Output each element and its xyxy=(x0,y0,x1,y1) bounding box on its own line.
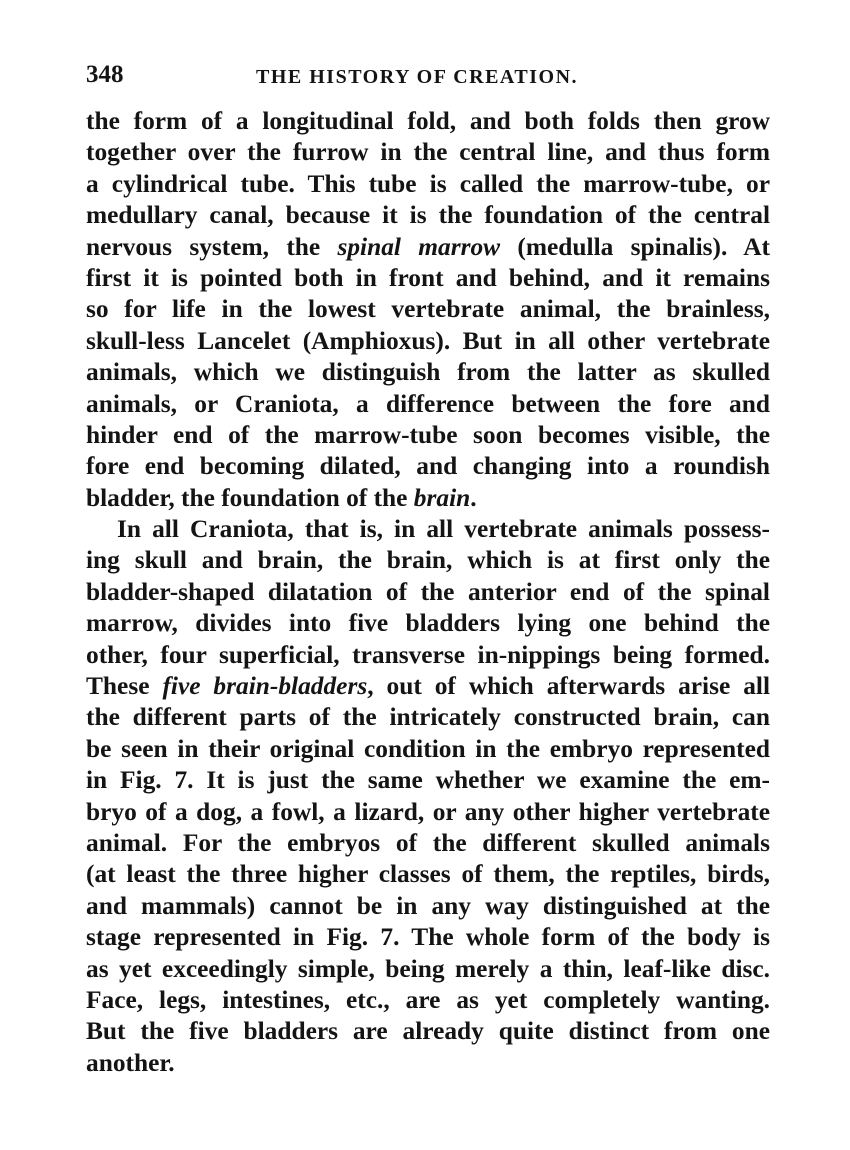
text-line xyxy=(86,483,770,514)
text-line xyxy=(86,891,770,922)
text-line xyxy=(86,1048,770,1079)
text-line xyxy=(86,106,770,137)
text-line xyxy=(86,451,770,482)
text-run: animal. For the embryos of the different skulled animals xyxy=(86,828,770,857)
text-run: the form of a longitudinal fold, and both folds then grow xyxy=(86,107,770,135)
text-line xyxy=(86,954,770,985)
text-run: skull-less Lancelet (Amphioxus). But in all other vertebrate xyxy=(86,326,770,355)
text-run: another. xyxy=(86,1048,175,1077)
text-line xyxy=(86,640,770,671)
text-run: bladder, the foundation of the xyxy=(86,483,414,512)
text-run: (medulla spinalis). At xyxy=(500,232,770,261)
text-run: be seen in their original condition in the embryo represented xyxy=(86,734,770,763)
text-run: animals, or Craniota, a difference between the fore and xyxy=(86,389,770,418)
text-line xyxy=(86,985,770,1016)
text-run: the different parts of the intricately constructed brain, can xyxy=(86,703,770,732)
text-line xyxy=(86,797,770,828)
text-run: other, four superficial, transverse in-nippings being formed. xyxy=(86,640,770,669)
text-line xyxy=(86,577,770,608)
text-run: animals, which we distinguish from the latter as skulled xyxy=(86,358,770,387)
text-line xyxy=(86,514,770,545)
text-line xyxy=(86,734,770,765)
text-run: stage represented in Fig. 7. The whole form of the body is xyxy=(86,923,770,952)
text-line xyxy=(86,765,770,796)
italic-run: spinal marrow xyxy=(337,232,501,261)
text-line xyxy=(86,671,770,702)
text-line xyxy=(86,232,770,263)
text-run: nervous system, the xyxy=(86,232,338,261)
body-text xyxy=(86,106,770,1079)
text-line xyxy=(86,294,770,325)
text-line xyxy=(86,608,770,639)
text-run: (at least the three higher classes of them, the reptiles, birds, xyxy=(86,860,770,889)
paragraph xyxy=(86,514,770,1079)
text-run: In all Craniota, that is, in all vertebrate animals possess- xyxy=(117,515,770,544)
text-line xyxy=(86,702,770,733)
text-run: medullary canal, because it is the foundation of the central xyxy=(86,201,770,230)
paragraph xyxy=(86,106,770,514)
text-line xyxy=(86,263,770,294)
text-run: in Fig. 7. It is just the same whether we examine the em- xyxy=(86,766,770,795)
text-run: first it is pointed both in front and behind, and it remains xyxy=(86,263,770,292)
text-run: fore end becoming dilated, and changing into a roundish xyxy=(86,452,770,481)
text-run: . xyxy=(470,483,477,512)
italic-run: brain xyxy=(413,483,471,512)
text-run: These xyxy=(86,672,163,701)
text-line xyxy=(86,137,770,168)
text-run: hinder end of the marrow-tube soon becomes visible, the xyxy=(86,420,770,449)
text-run: a cylindrical tube. This tube is called the marrow-tube, or xyxy=(86,169,770,198)
page-header xyxy=(86,60,770,94)
text-run: bryo of a dog, a fowl, a lizard, or any other higher vertebrate xyxy=(86,797,770,826)
text-line xyxy=(86,1016,770,1047)
text-run: , out of which afterwards arise all xyxy=(367,672,771,701)
text-line xyxy=(86,389,770,420)
text-run: together over the furrow in the central line, and thus form xyxy=(86,138,770,167)
running-head: THE HISTORY OF CREATION. xyxy=(256,66,579,88)
text-line xyxy=(86,828,770,859)
text-line xyxy=(86,545,770,576)
text-run: Face, legs, intestines, etc., are as yet completely wanting. xyxy=(86,985,770,1014)
text-line xyxy=(86,169,770,200)
text-run: ing skull and brain, the brain, which is at first only the xyxy=(86,546,770,575)
text-run: But the five bladders are already quite distinct from one xyxy=(86,1017,770,1046)
page-number: 348 xyxy=(86,61,124,88)
text-run: so for life in the lowest vertebrate animal, the brainless, xyxy=(86,295,770,324)
text-line xyxy=(86,200,770,231)
text-line xyxy=(86,859,770,890)
text-run: bladder-shaped dilatation of the anterior end of the spinal xyxy=(86,577,770,606)
text-run: as yet exceedingly simple, being merely a thin, leaf-like disc. xyxy=(86,954,770,983)
text-run: marrow, divides into five bladders lying one behind the xyxy=(86,609,770,638)
text-line xyxy=(86,420,770,451)
italic-run: five brain-bladders xyxy=(162,672,368,701)
text-line xyxy=(86,326,770,357)
text-line xyxy=(86,357,770,388)
text-line xyxy=(86,922,770,953)
text-run: and mammals) cannot be in any way distinguished at the xyxy=(86,891,770,920)
